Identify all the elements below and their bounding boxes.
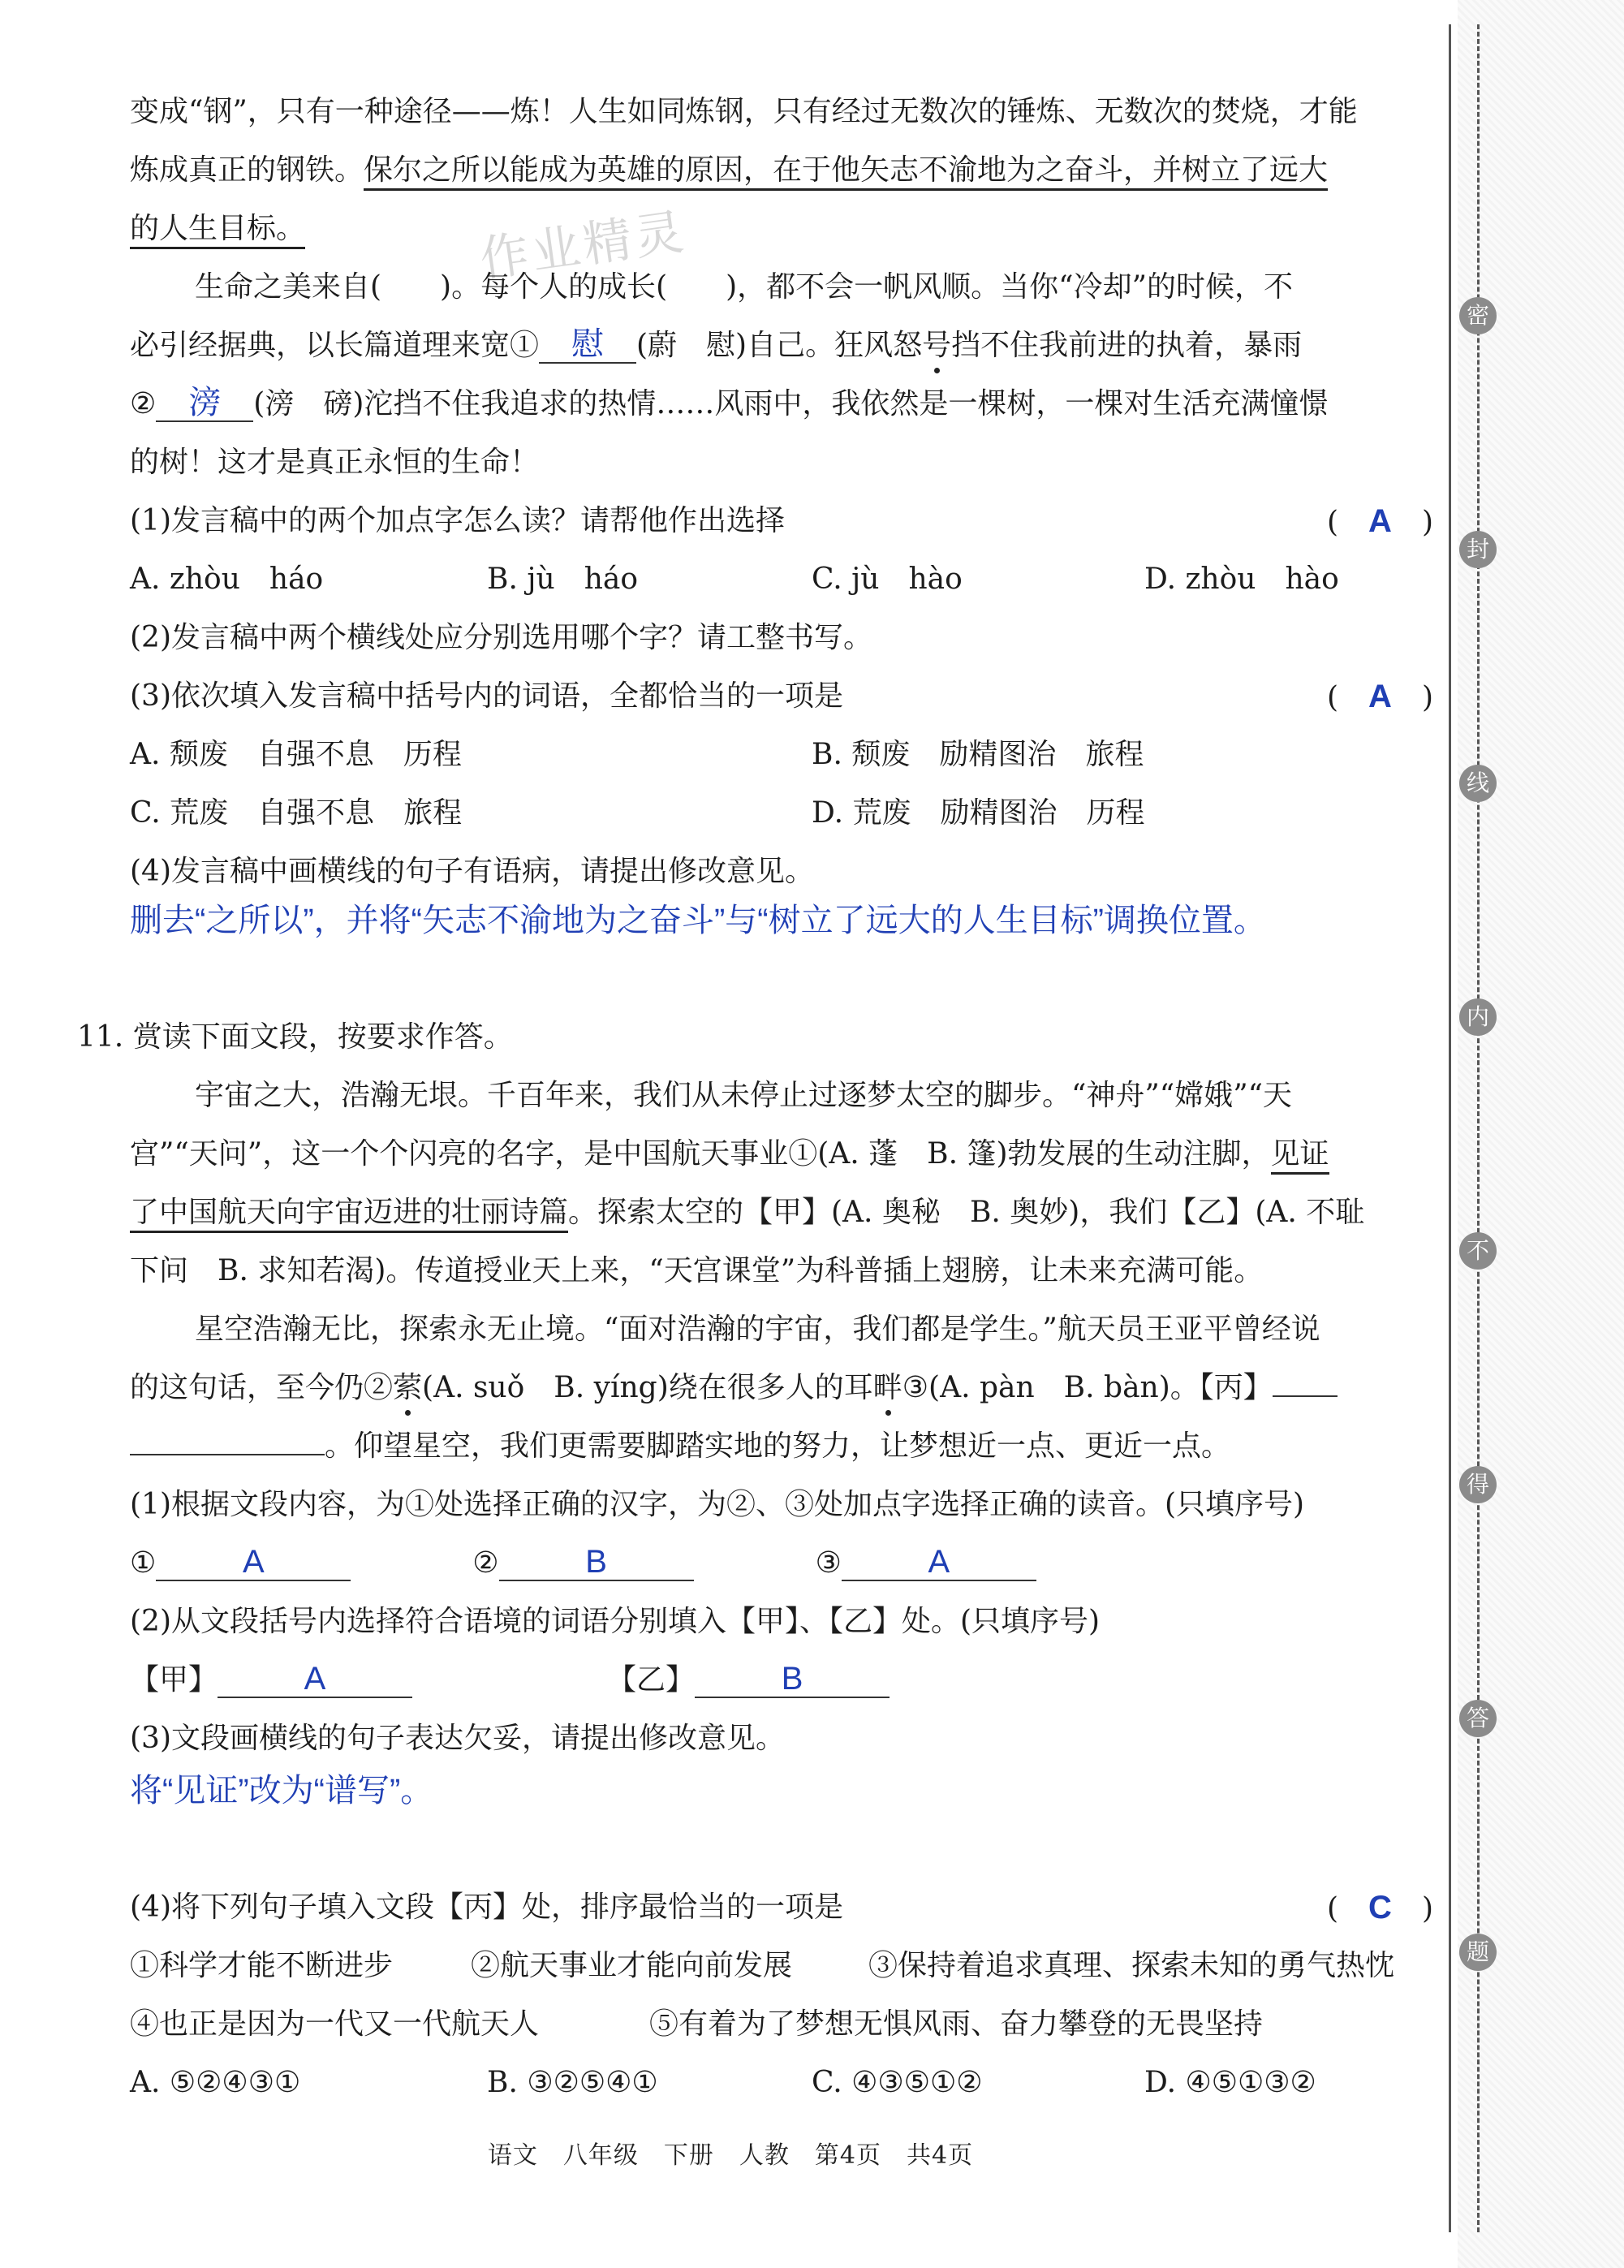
underlined-sentence: 的人生目标。 <box>130 212 305 249</box>
question-10-2: (2)发言稿中两个横线处应分别选用哪个字？请工整书写。 <box>130 621 872 654</box>
page-footer: 语文 八年级 下册 人教 第4页 共4页 <box>487 2141 974 2170</box>
question-11-4: (4)将下列句子填入文段【丙】处，排序最恰当的一项是 <box>130 1891 843 1924</box>
option: A. 颓废 自强不息 历程 <box>130 738 462 771</box>
option: C. jù hào <box>812 563 963 596</box>
passage-line: 下问 B. 求知若渴)。传道授业天上来，“天宫课堂”为科普插上翅膀，让未来充满可能。 <box>130 1254 1264 1287</box>
binding-char: 线 <box>1459 765 1497 802</box>
question-11-2: (2)从文段括号内选择符合语境的词语分别填入【甲】、【乙】处。(只填序号) <box>130 1605 1101 1638</box>
underlined-sentence: 保尔之所以能成为英雄的原因，在于他矢志不渝地为之奋斗，并树立了远大 <box>364 153 1328 191</box>
passage-line: 变成“钢”，只有一种途径——炼！人生如同炼钢，只有经过无数次的锤炼、无数次的焚烧，才能 <box>130 95 1358 128</box>
binding-char: 题 <box>1459 1934 1497 1971</box>
option: D. zhòu hào <box>1144 563 1339 596</box>
passage-line: 。仰望星空，我们更需要脚踏实地的努力，让梦想近一点、更近一点。 <box>130 1425 1445 1468</box>
answer-choice[interactable]: C <box>1368 1890 1392 1925</box>
dotted-char: 号 <box>922 325 951 367</box>
passage-line: 的树！这才是真正永恒的生命！ <box>130 446 540 479</box>
binding-char: 封 <box>1459 531 1497 568</box>
options-row <box>130 792 1445 834</box>
blank-bing-start[interactable] <box>1273 1395 1338 1397</box>
answer-choice[interactable]: A <box>1368 679 1392 714</box>
answer-paren: ( A ) <box>1327 500 1433 544</box>
option: B. jù háo <box>487 563 639 596</box>
answer-paren: ( A ) <box>1327 675 1433 719</box>
question-11-title: 11. 赏读下面文段，按要求作答。 <box>77 1020 513 1054</box>
option: A. ⑤②④③① <box>130 2066 301 2099</box>
answer-choice[interactable]: A <box>1368 503 1392 539</box>
answer-blank-1[interactable]: 慰 <box>539 326 636 364</box>
option: D. 荒废 励精图治 历程 <box>812 796 1145 830</box>
binding-char: 不 <box>1459 1232 1497 1270</box>
sentence-row <box>130 2003 1445 2046</box>
answer-blank[interactable]: A <box>218 1661 412 1698</box>
underlined-sentence: 见证 <box>1271 1137 1329 1175</box>
binding-char: 内 <box>1459 998 1497 1036</box>
answer-text[interactable]: 将“见证”改为“谱写”。 <box>130 1773 433 1809</box>
passage-line: 生命之美来自( )。每个人的成长( )，都不会一帆风顺。当你“冷却”的时候，不 <box>195 270 1293 304</box>
dotted-char: 畔 <box>873 1367 902 1409</box>
question-11-1: (1)根据文段内容，为①处选择正确的汉字，为②、③处加点字选择正确的读音。(只填序号) <box>130 1488 1305 1521</box>
blank-bing[interactable] <box>130 1454 325 1455</box>
binding-char: 得 <box>1459 1466 1497 1503</box>
sentence-option: ②航天事业才能向前发展 <box>471 1949 793 1982</box>
options-row <box>130 2062 1445 2104</box>
sentence-option: ①科学才能不断进步 <box>130 1949 394 1982</box>
answer-blank[interactable]: A <box>156 1544 351 1581</box>
sentence-row <box>130 1945 1445 1987</box>
answer-blank-2[interactable]: 滂 <box>156 385 253 422</box>
binding-char: 答 <box>1459 1700 1497 1737</box>
passage-line: 宫”“天问”，这一个个闪亮的名字，是中国航天事业①(A. 蓬 B. 篷)勃发展的生动注脚，见证 <box>130 1133 1445 1175</box>
answer-row: 【甲】 A 【乙】 B <box>130 1659 1445 1701</box>
passage-line: 的这句话，至今仍②萦(A. suǒ B. yíng)绕在很多人的耳畔③(A. pàn B. bàn)。【丙】 <box>130 1367 1445 1409</box>
dotted-char: 萦 <box>393 1367 422 1409</box>
binding-dashed-line <box>1477 24 1480 2232</box>
binding-char: 密 <box>1459 297 1497 334</box>
option: D. ④⑤①③② <box>1144 2066 1316 2099</box>
option: A. zhòu háo <box>130 563 324 596</box>
watermark: 作业精灵 <box>476 203 691 289</box>
sentence-option: ④也正是因为一代又一代航天人 <box>130 2007 540 2041</box>
passage-line <box>130 208 1445 250</box>
option: B. ③②⑤④① <box>487 2066 658 2099</box>
passage-line: 星空浩瀚无比，探索永无止境。“面对浩瀚的宇宙，我们都是学生。”航天员王亚平曾经说 <box>195 1313 1320 1346</box>
option: B. 颓废 励精图治 旅程 <box>812 738 1144 771</box>
passage-line: 了中国航天向宇宙迈进的壮丽诗篇。探索太空的【甲】(A. 奥秘 B. 奥妙)，我们【乙】(A. 不耻 <box>130 1192 1445 1234</box>
question-10-1: (1)发言稿中的两个加点字怎么读？请帮他作出选择 <box>130 504 785 537</box>
answer-text[interactable]: 删去“之所以”，并将“矢志不渝地为之奋斗”与“树立了远大的人生目标”调换位置。 <box>130 903 1266 938</box>
question-10-3: (3)依次填入发言稿中括号内的词语，全都恰当的一项是 <box>130 679 843 713</box>
question-11-3: (3)文段画横线的句子表达欠妥，请提出修改意见。 <box>130 1722 785 1755</box>
answer-row: ① A ② B ③ A <box>130 1542 1445 1585</box>
binding-strip <box>1458 0 1624 2268</box>
options-row <box>130 558 1445 601</box>
passage-line: 炼成真正的钢铁。保尔之所以能成为英雄的原因，在于他矢志不渝地为之奋斗，并树立了远大 <box>130 149 1445 192</box>
binding-solid-line <box>1449 24 1451 2232</box>
question-10-4: (4)发言稿中画横线的句子有语病，请提出修改意见。 <box>130 855 814 888</box>
passage-line: ② 滂 (滂 磅)沱挡不住我追求的热情……风雨中，我依然是一棵树，一棵对生活充满憧憬 <box>130 385 1329 420</box>
passage-line: 宇宙之大，浩瀚无垠。千百年来，我们从未停止过逐梦太空的脚步。“神舟”“嫦娥”“天 <box>195 1079 1293 1112</box>
answer-blank[interactable]: A <box>842 1544 1036 1581</box>
options-row <box>130 734 1445 776</box>
passage-line: 必引经据典，以长篇道理来宽① 慰 (蔚 慰)自己。狂风怒号挡不住我前进的执着，暴雨 <box>130 325 1445 367</box>
option: C. 荒废 自强不息 旅程 <box>130 796 463 830</box>
answer-blank[interactable]: B <box>499 1544 694 1581</box>
answer-paren: ( C ) <box>1327 1886 1433 1930</box>
sentence-option: ③保持着追求真理、探索未知的勇气热忱 <box>868 1949 1395 1982</box>
answer-blank[interactable]: B <box>695 1661 890 1698</box>
sentence-option: ⑤有着为了梦想无惧风雨、奋力攀登的无畏坚持 <box>649 2007 1264 2041</box>
option: C. ④③⑤①② <box>812 2066 983 2099</box>
underlined-sentence: 了中国航天向宇宙迈进的壮丽诗篇 <box>130 1196 568 1233</box>
